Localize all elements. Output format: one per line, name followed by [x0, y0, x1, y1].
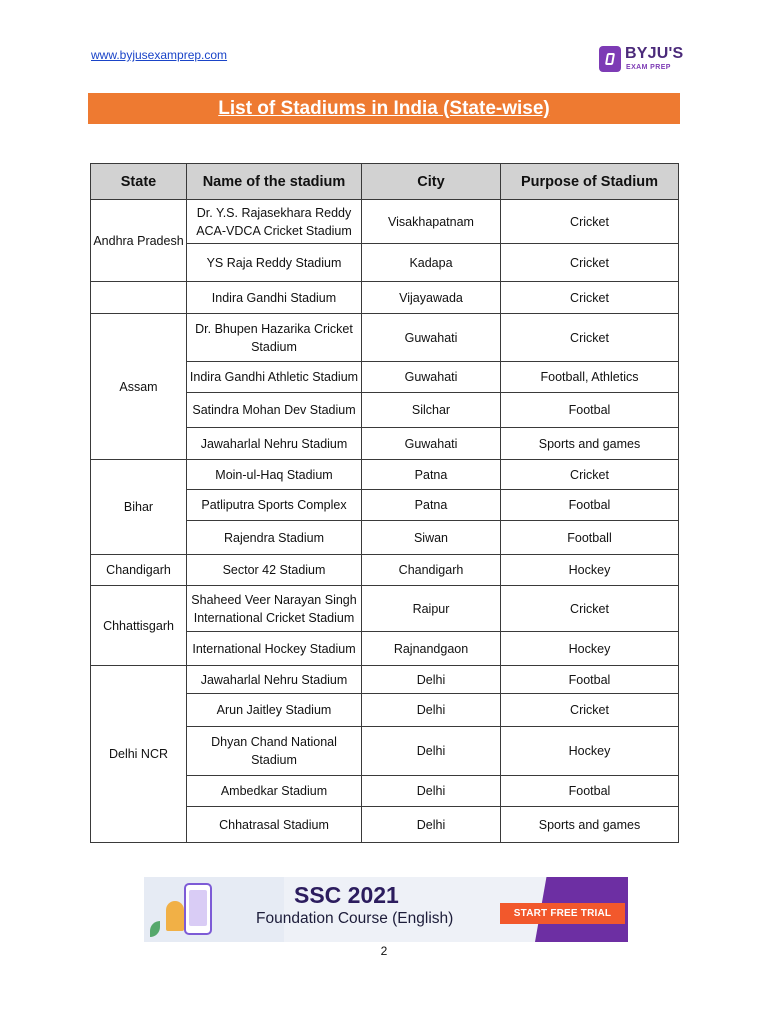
stadium-cell: Ambedkar Stadium — [187, 776, 362, 807]
state-cell: Bihar — [91, 460, 187, 555]
state-cell: Chhattisgarh — [91, 586, 187, 666]
stadium-cell: Jawaharlal Nehru Stadium — [187, 428, 362, 460]
state-cell: Chandigarh — [91, 555, 187, 586]
table-row — [91, 200, 679, 244]
stadium-cell: Patliputra Sports Complex — [187, 490, 362, 521]
stadium-cell: Indira Gandhi Stadium — [187, 282, 362, 314]
city-cell: Siwan — [362, 521, 501, 555]
promo-banner[interactable] — [144, 877, 628, 942]
phone-icon — [184, 883, 212, 935]
state-cell: Assam — [91, 314, 187, 460]
purpose-cell: Cricket — [501, 200, 679, 244]
stadium-cell: Jawaharlal Nehru Stadium — [187, 666, 362, 694]
purpose-cell: Sports and games — [501, 807, 679, 843]
city-cell: Delhi — [362, 694, 501, 727]
purpose-cell: Cricket — [501, 282, 679, 314]
column-header-stadium: Name of the stadium — [187, 164, 362, 200]
purpose-cell: Footbal — [501, 393, 679, 428]
byjus-logo — [599, 44, 684, 76]
stadium-cell: Sector 42 Stadium — [187, 555, 362, 586]
state-cell: Andhra Pradesh — [91, 200, 187, 282]
city-cell: Delhi — [362, 807, 501, 843]
stadium-cell: Dhyan Chand National Stadium — [187, 727, 362, 776]
stadiums-table — [90, 163, 679, 843]
table-row — [91, 314, 679, 362]
purpose-cell: Sports and games — [501, 428, 679, 460]
purpose-cell: Cricket — [501, 314, 679, 362]
table-row — [91, 460, 679, 490]
table-row — [91, 555, 679, 586]
stadium-cell: Chhatrasal Stadium — [187, 807, 362, 843]
city-cell: Delhi — [362, 727, 501, 776]
table-row — [91, 282, 679, 314]
city-cell: Delhi — [362, 666, 501, 694]
purpose-cell: Football — [501, 521, 679, 555]
purpose-cell: Hockey — [501, 555, 679, 586]
stadium-cell: Moin-ul-Haq Stadium — [187, 460, 362, 490]
title-bar — [88, 93, 680, 124]
city-cell: Rajnandgaon — [362, 632, 501, 666]
leaf-icon — [150, 921, 160, 937]
stadium-cell: Dr. Y.S. Rajasekhara Reddy ACA-VDCA Cricket Stadium — [187, 200, 362, 244]
city-cell: Delhi — [362, 776, 501, 807]
page-title: List of Stadiums in India (State-wise) — [218, 97, 550, 119]
site-link[interactable]: www.byjusexamprep.com — [91, 48, 228, 62]
page-number: 2 — [380, 944, 388, 958]
purpose-cell: Footbal — [501, 490, 679, 521]
state-cell: Delhi NCR — [91, 666, 187, 843]
purpose-cell: Hockey — [501, 727, 679, 776]
city-cell: Raipur — [362, 586, 501, 632]
purpose-cell: Footbal — [501, 776, 679, 807]
city-cell: Visakhapatnam — [362, 200, 501, 244]
column-header-city: City — [362, 164, 501, 200]
state-cell — [91, 282, 187, 314]
stadium-cell: International Hockey Stadium — [187, 632, 362, 666]
city-cell: Patna — [362, 460, 501, 490]
city-cell: Vijayawada — [362, 282, 501, 314]
stadium-cell: Rajendra Stadium — [187, 521, 362, 555]
stadium-cell: Satindra Mohan Dev Stadium — [187, 393, 362, 428]
logo-mark-icon — [599, 46, 621, 72]
column-header-state: State — [91, 164, 187, 200]
stadium-cell: Arun Jaitley Stadium — [187, 694, 362, 727]
city-cell: Silchar — [362, 393, 501, 428]
start-free-trial-button[interactable]: START FREE TRIAL — [500, 903, 625, 924]
city-cell: Patna — [362, 490, 501, 521]
stadium-cell: Indira Gandhi Athletic Stadium — [187, 362, 362, 393]
banner-title: SSC 2021 — [294, 882, 399, 908]
purpose-cell: Hockey — [501, 632, 679, 666]
purpose-cell: Cricket — [501, 586, 679, 632]
stadium-cell: Shaheed Veer Narayan Singh International Cricket Stadium — [187, 586, 362, 632]
logo-sub: EXAM PREP — [626, 64, 671, 71]
purpose-cell: Cricket — [501, 244, 679, 282]
banner-subtitle: Foundation Course (English) — [256, 910, 454, 927]
stadium-cell: Dr. Bhupen Hazarika Cricket Stadium — [187, 314, 362, 362]
purpose-cell: Cricket — [501, 694, 679, 727]
table-row — [91, 586, 679, 632]
purpose-cell: Football, Athletics — [501, 362, 679, 393]
table-header-row — [91, 164, 679, 200]
purpose-cell: Footbal — [501, 666, 679, 694]
stadium-cell: YS Raja Reddy Stadium — [187, 244, 362, 282]
purpose-cell: Cricket — [501, 460, 679, 490]
city-cell: Kadapa — [362, 244, 501, 282]
city-cell: Guwahati — [362, 428, 501, 460]
city-cell: Chandigarh — [362, 555, 501, 586]
table-row — [91, 666, 679, 694]
column-header-purpose: Purpose of Stadium — [501, 164, 679, 200]
city-cell: Guwahati — [362, 362, 501, 393]
logo-name: BYJU'S — [625, 45, 684, 62]
person-icon — [166, 901, 184, 931]
city-cell: Guwahati — [362, 314, 501, 362]
